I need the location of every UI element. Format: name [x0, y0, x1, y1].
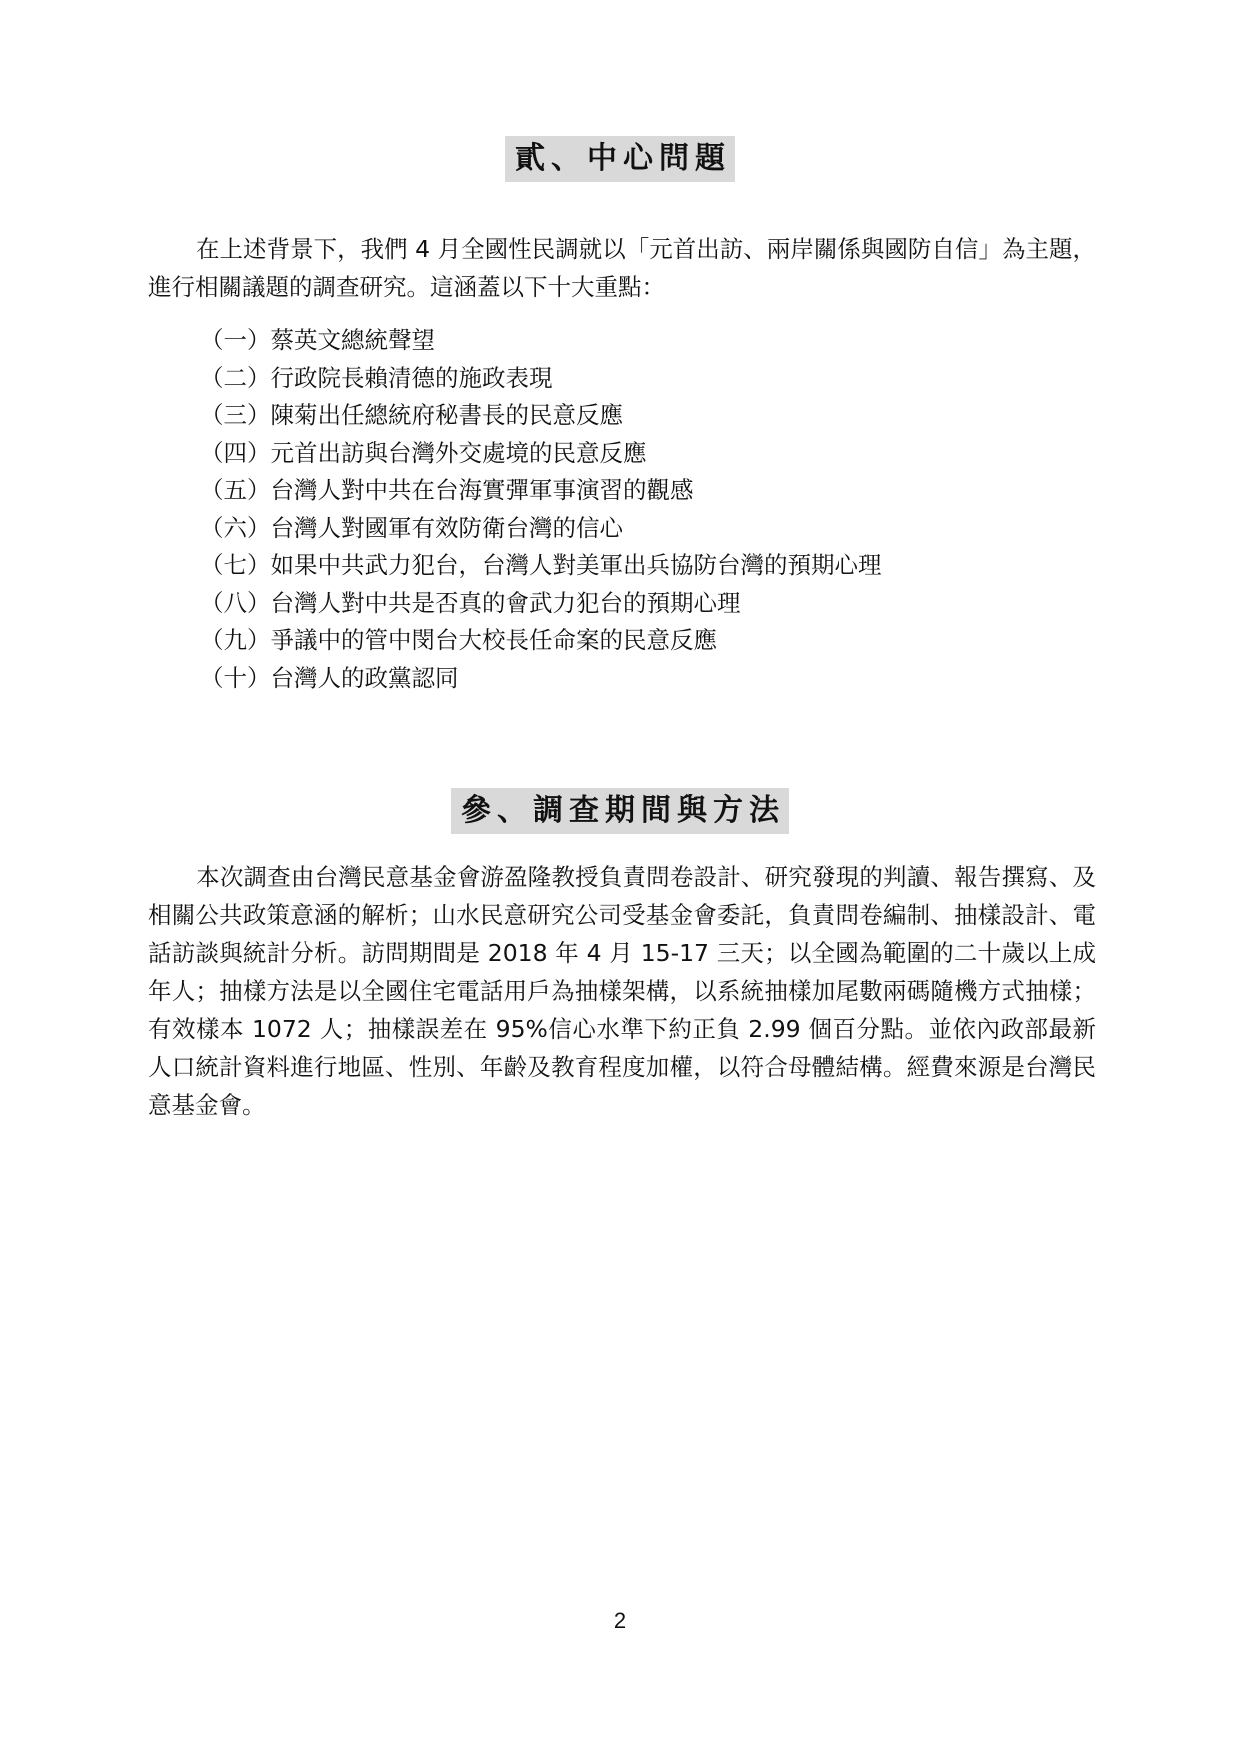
- list-item: （六）台灣人對國軍有效防衛台灣的信心: [200, 513, 623, 542]
- list-item: （四）元首出訪與台灣外交處境的民意反應: [200, 438, 647, 467]
- list-item: （二）行政院長賴清德的施政表現: [200, 363, 553, 392]
- list-item: （七）如果中共武力犯台，台灣人對美軍出兵協防台灣的預期心理: [200, 551, 882, 579]
- section-heading-text: 貳、中心問題: [505, 136, 735, 182]
- list-item: （九）爭議中的管中閔台大校長任命案的民意反應: [200, 626, 717, 654]
- list-item: （八）台灣人對中共是否真的會武力犯台的預期心理: [200, 588, 741, 617]
- intro-paragraph-text: 在上述背景下，我們 4 月全國性民調就以「元首出訪、兩岸關係與國防自信」為主題，進行相關議題的調查研究。這涵蓋以下十大重點：: [148, 235, 1096, 301]
- intro-paragraph: [148, 230, 1096, 306]
- list-item: （三）陳菊出任總統府秘書長的民意反應: [200, 401, 623, 429]
- section-heading-survey-method: [0, 788, 1240, 834]
- method-paragraph: [148, 858, 1096, 1124]
- list-item: （一）蔡英文總統聲望: [200, 326, 435, 354]
- section-heading-central-questions: [0, 136, 1240, 182]
- topic-list: [200, 322, 882, 697]
- page-number: 2: [613, 1608, 627, 1633]
- method-paragraph-text: 本次調查由台灣民意基金會游盈隆教授負責問卷設計、研究發現的判讀、報告撰寫、及相關公共政策意涵的解析；山水民意研究公司受基金會委託，負責問卷編制、抽樣設計、電話訪談與統計分析。訪問期間是 2018 年 4 月 15-17 三天；以全國為範圍的二十歲以上成年人；抽樣方法是以全國住宅電話用戶為抽樣架構，以系統抽樣加尾數兩碼隨機方式抽樣；有效樣本 1072 人；抽樣誤差在 95%信心水準下約正負 2.99 個百分點。並依內政部最新人口統計資料進行地區、性別、年齡及教育程度加權，以符合母體結構。經費來源是台灣民意基金會。: [148, 863, 1096, 1119]
- section-heading-text: 參、調查期間與方法: [451, 788, 789, 834]
- list-item: （十）台灣人的政黨認同: [200, 663, 459, 692]
- list-item: （五）台灣人對中共在台海實彈軍事演習的觀感: [200, 476, 694, 504]
